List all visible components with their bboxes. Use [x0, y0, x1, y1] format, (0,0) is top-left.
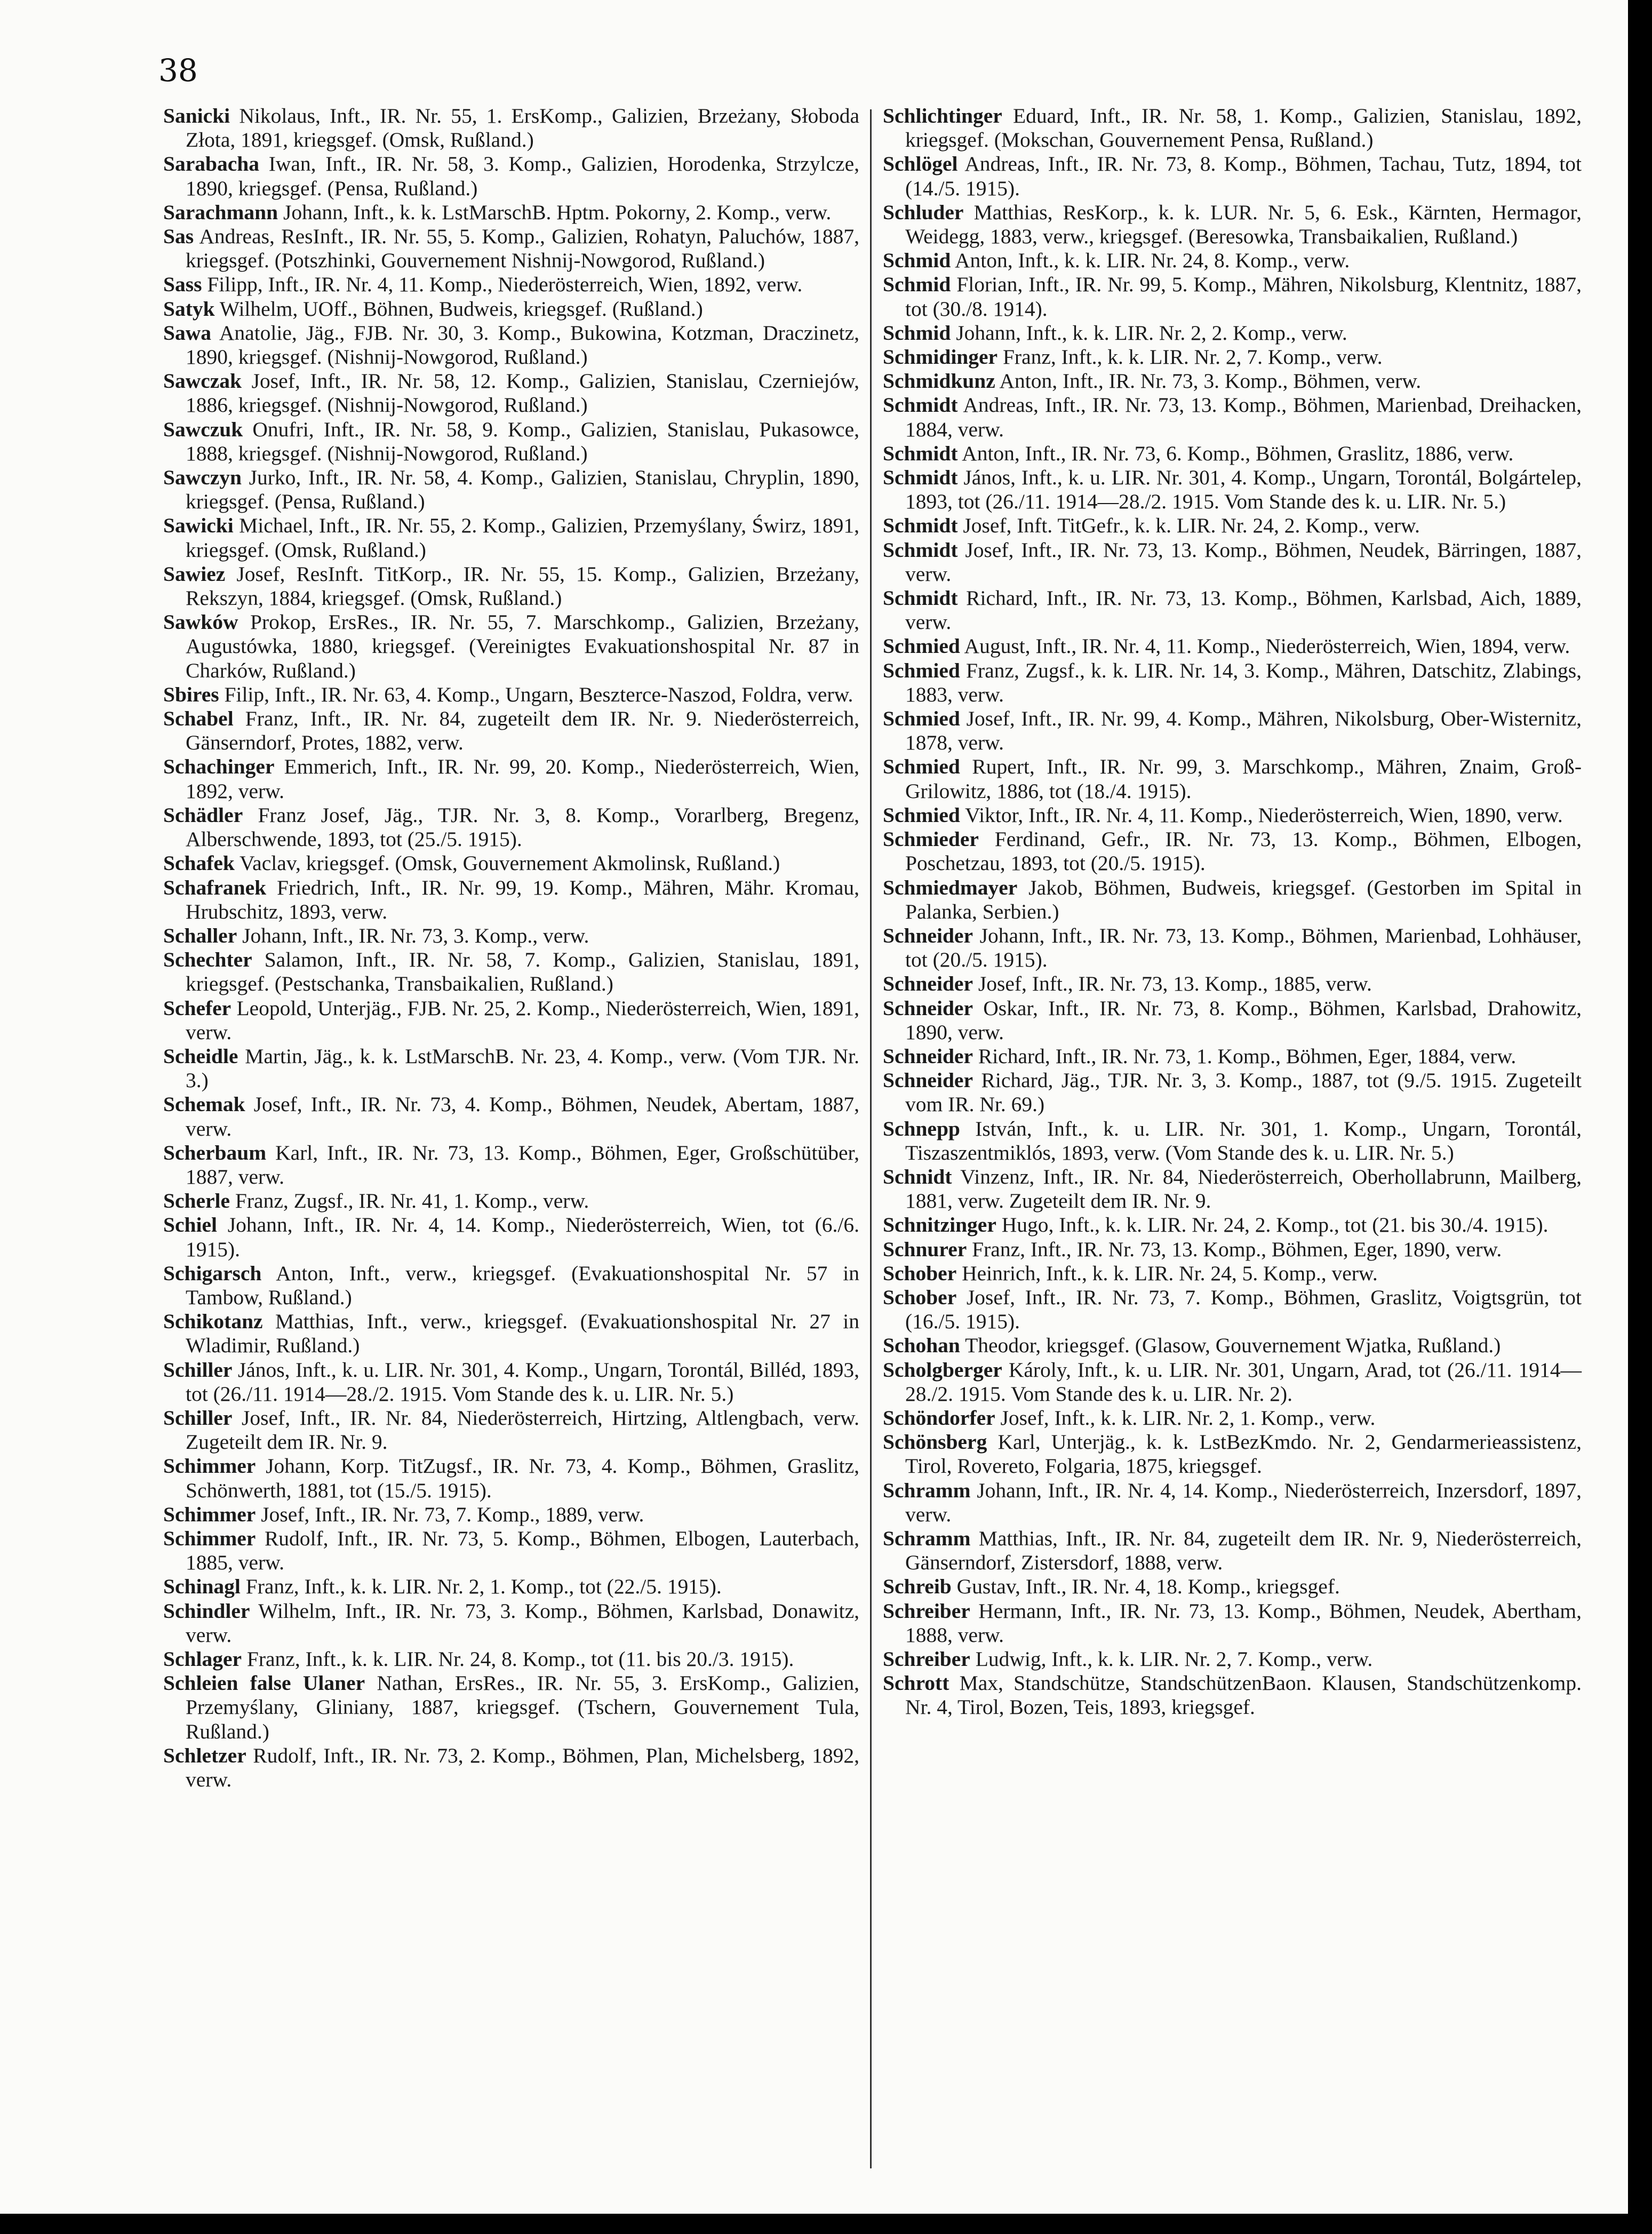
register-entry	[163, 321, 859, 369]
entry-surname: Schönsberg	[883, 1430, 987, 1454]
entry-surname: Schnitzinger	[883, 1213, 996, 1237]
entry-surname: Sarachmann	[163, 200, 278, 224]
entry-details: Vinzenz, Inft., IR. Nr. 84, Niederösterreich, Oberhollabrunn, Mailberg, 1881, verw. Zugeteilt dem IR. Nr. 9.	[905, 1164, 1582, 1213]
register-entry	[883, 803, 1582, 827]
entry-surname: Schleien false Ulaner	[163, 1671, 365, 1695]
entry-surname: Schramm	[883, 1478, 971, 1502]
entry-details: Andreas, Inft., IR. Nr. 73, 8. Komp., Böhmen, Tachau, Tutz, 1894, tot (14./5. 1915).	[905, 152, 1582, 200]
entry-surname: Schlager	[163, 1647, 242, 1671]
entry-details: Wilhelm, UOff., Böhnen, Budweis, kriegsgef. (Rußland.)	[214, 297, 703, 321]
entry-details: Josef, Inft., IR. Nr. 73, 4. Komp., Böhmen, Neudek, Abertam, 1887, verw.	[186, 1092, 859, 1140]
register-entry	[883, 466, 1582, 514]
register-entry	[883, 1213, 1582, 1237]
right-column	[883, 104, 1582, 1720]
entry-surname: Schmied	[883, 707, 960, 731]
entry-details: Iwan, Inft., IR. Nr. 58, 3. Komp., Galizien, Horodenka, Strzylcze, 1890, kriegsgef. (Pensa, Rußland.)	[186, 152, 859, 200]
entry-details: Friedrich, Inft., IR. Nr. 99, 19. Komp., Mähren, Mähr. Kromau, Hrubschitz, 1893, verw.	[186, 875, 859, 923]
entry-surname: Sbires	[163, 682, 219, 706]
entry-surname: Schädler	[163, 803, 243, 827]
entry-surname: Schletzer	[163, 1743, 246, 1767]
register-entry	[163, 201, 859, 225]
entry-surname: Sawczak	[163, 369, 242, 393]
entry-surname: Schluder	[883, 200, 964, 224]
register-entry	[163, 1358, 859, 1406]
entry-surname: Schaller	[163, 923, 237, 947]
entry-details: Michael, Inft., IR. Nr. 55, 2. Komp., Galizien, Przemyślany, Świrz, 1891, kriegsgef. (Omsk, Rußland.)	[186, 514, 859, 562]
register-entry	[883, 1262, 1582, 1286]
entry-surname: Schmidt	[883, 393, 958, 417]
entry-details: János, Inft., k. u. LIR. Nr. 301, 4. Komp., Ungarn, Torontál, Billéd, 1893, tot (26./11. 1914—28./2. 1915. Vom Stande des k. u. LIR. Nr. 5.)	[186, 1358, 859, 1406]
entry-surname: Sawicki	[163, 514, 234, 538]
entry-details: Nathan, ErsRes., IR. Nr. 55, 3. ErsKomp., Galizien, Przemyślany, Gliniany, 1887, kriegsgef. (Tschern, Gouvernement Tula, Rußland.)	[186, 1671, 860, 1743]
entry-details: Franz, Inft., k. k. LIR. Nr. 24, 8. Komp., tot (11. bis 20./3. 1915).	[242, 1647, 794, 1671]
entry-details: Martin, Jäg., k. k. LstMarschB. Nr. 23, 4. Komp., verw. (Vom TJR. Nr. 3.)	[186, 1044, 859, 1092]
entry-details: Wilhelm, Inft., IR. Nr. 73, 3. Komp., Böhmen, Karlsbad, Donawitz, verw.	[186, 1599, 859, 1647]
entry-surname: Schöndorfer	[883, 1406, 995, 1430]
register-entry	[883, 1165, 1582, 1213]
register-entry	[163, 369, 859, 417]
register-entry	[883, 249, 1582, 273]
entry-details: Max, Standschütze, StandschützenBaon. Klausen, Standschützenkomp. Nr. 4, Tirol, Bozen, Teis, 1893, kriegsgef.	[905, 1671, 1582, 1719]
entry-surname: Schmidt	[883, 466, 958, 490]
register-entry	[883, 1044, 1582, 1068]
entry-details: Franz, Zugsf., k. k. LIR. Nr. 14, 3. Komp., Mähren, Datschitz, Zlabings, 1883, verw.	[905, 658, 1582, 706]
entry-surname: Schreiber	[883, 1599, 970, 1623]
entry-details: Andreas, Inft., IR. Nr. 73, 13. Komp., Böhmen, Marienbad, Dreihacken, 1884, verw.	[905, 393, 1582, 441]
entry-surname: Schnurer	[883, 1237, 967, 1261]
entry-surname: Schrott	[883, 1671, 949, 1695]
entry-details: Karl, Inft., IR. Nr. 73, 13. Komp., Böhmen, Eger, Großschütüber, 1887, verw.	[186, 1140, 859, 1188]
entry-details: Filip, Inft., IR. Nr. 63, 4. Komp., Ungarn, Beszterce-Naszod, Foldra, verw.	[219, 682, 853, 706]
register-entry	[163, 1044, 859, 1092]
register-entry	[163, 755, 859, 803]
register-entry	[883, 538, 1582, 586]
entry-surname: Sawiez	[163, 562, 226, 586]
register-entry	[883, 152, 1582, 200]
left-column	[163, 104, 859, 1792]
entry-details: Richard, Inft., IR. Nr. 73, 13. Komp., Böhmen, Karlsbad, Aich, 1889, verw.	[905, 586, 1582, 634]
entry-surname: Schohan	[883, 1334, 960, 1358]
entry-details: Ludwig, Inft., k. k. LIR. Nr. 2, 7. Komp., verw.	[970, 1647, 1373, 1671]
entry-surname: Schneider	[883, 1044, 973, 1068]
register-entry	[883, 1430, 1582, 1478]
entry-details: Vaclav, kriegsgef. (Omsk, Gouvernement Akmolinsk, Rußland.)	[234, 851, 780, 875]
entry-surname: Sawków	[163, 610, 238, 634]
register-entry	[163, 1647, 859, 1671]
entry-details: Franz, Inft., IR. Nr. 84, zugeteilt dem IR. Nr. 9. Niederösterreich, Gänserndorf, Protes, 1882, verw.	[186, 707, 859, 755]
entry-details: Eduard, Inft., IR. Nr. 58, 1. Komp., Galizien, Stanislau, 1892, kriegsgef. (Mokschan, Gouvernement Pensa, Rußland.)	[905, 104, 1582, 152]
register-entry	[883, 755, 1582, 803]
entry-details: Johann, Inft., IR. Nr. 73, 3. Komp., verw.	[237, 923, 589, 947]
register-entry	[163, 1527, 859, 1575]
register-entry	[163, 851, 859, 875]
register-entry	[883, 514, 1582, 538]
entry-surname: Schabel	[163, 707, 234, 731]
entry-surname: Schmied	[883, 755, 960, 779]
entry-details: Jurko, Inft., IR. Nr. 58, 4. Komp., Galizien, Stanislau, Chryplin, 1890, kriegsgef. (Pensa, Rußland.)	[186, 466, 859, 514]
entry-surname: Schachinger	[163, 755, 275, 779]
register-entry	[163, 418, 859, 466]
entry-details: Johann, Inft., k. k. LstMarschB. Hptm. Pokorny, 2. Komp., verw.	[278, 200, 832, 224]
entry-surname: Scherbaum	[163, 1140, 267, 1164]
entry-surname: Schmidt	[883, 538, 958, 562]
entry-surname: Schmieder	[883, 827, 979, 851]
entry-surname: Schafek	[163, 851, 235, 875]
entry-surname: Sass	[163, 273, 202, 297]
entry-details: Rupert, Inft., IR. Nr. 99, 3. Marschkomp., Mähren, Znaim, Groß-Grilowitz, 1886, tot (18./4. 1915).	[905, 755, 1582, 803]
entry-surname: Schechter	[163, 948, 252, 972]
entry-details: Salamon, Inft., IR. Nr. 58, 7. Komp., Galizien, Stanislau, 1891, kriegsgef. (Pestschanka, Transbaikalien, Rußland.)	[186, 948, 859, 996]
register-entry	[883, 1286, 1582, 1334]
entry-surname: Schiel	[163, 1213, 217, 1237]
entry-surname: Satyk	[163, 297, 215, 321]
entry-surname: Scholgberger	[883, 1358, 1002, 1382]
register-entry	[883, 1358, 1582, 1406]
entry-details: Anton, Inft., k. k. LIR. Nr. 24, 8. Komp., verw.	[951, 249, 1350, 273]
entry-surname: Schmied	[883, 658, 960, 682]
register-entry	[883, 104, 1582, 152]
entry-surname: Schmidt	[883, 586, 958, 610]
register-entry	[163, 1213, 859, 1261]
register-entry	[883, 273, 1582, 321]
entry-details: Florian, Inft., IR. Nr. 99, 5. Komp., Mähren, Nikolsburg, Klentnitz, 1887, tot (30./8. 1914).	[905, 273, 1582, 321]
entry-details: Franz, Zugsf., IR. Nr. 41, 1. Komp., verw.	[230, 1189, 589, 1213]
entry-details: Karl, Unterjäg., k. k. LstBezKmdo. Nr. 2, Gendarmerieassistenz, Tirol, Rovereto, Folgaria, 1875, kriegsgef.	[905, 1430, 1582, 1478]
register-entry	[163, 1406, 859, 1454]
page-number: 38	[158, 52, 198, 89]
entry-surname: Schreiber	[883, 1647, 970, 1671]
entry-details: Franz, Inft., k. k. LIR. Nr. 2, 7. Komp., verw.	[997, 345, 1383, 369]
entry-details: Josef, Inft., IR. Nr. 58, 12. Komp., Galizien, Stanislau, Czerniejów, 1886, kriegsgef. (Nishnij-Nowgorod, Rußland.)	[186, 369, 859, 417]
entry-surname: Schinagl	[163, 1575, 241, 1599]
register-entry	[883, 1575, 1582, 1599]
entry-surname: Schmiedmayer	[883, 875, 1018, 899]
register-entry	[163, 1503, 859, 1527]
entry-details: Johann, Inft., IR. Nr. 4, 14. Komp., Niederösterreich, Wien, tot (6./6. 1915).	[186, 1213, 859, 1261]
entry-surname: Schneider	[883, 972, 973, 996]
register-entry	[883, 707, 1582, 755]
register-entry	[163, 1092, 859, 1140]
entry-details: Johann, Inft., IR. Nr. 73, 13. Komp., Böhmen, Marienbad, Lohhäuser, tot (20./5. 1915).	[905, 923, 1582, 972]
entry-details: Prokop, ErsRes., IR. Nr. 55, 7. Marschkomp., Galizien, Brzeżany, Augustówka, 1880, kriegsgef. (Vereinigtes Evakuationshospital Nr. 87 in Charków, Rußland.)	[186, 610, 859, 682]
register-entry	[163, 104, 859, 152]
entry-surname: Schmidinger	[883, 345, 998, 369]
entry-details: Franz, Inft., IR. Nr. 73, 13. Komp., Böhmen, Eger, 1890, verw.	[967, 1237, 1502, 1261]
entry-surname: Schlögel	[883, 152, 958, 176]
register-entry	[163, 876, 859, 924]
register-entry	[883, 1238, 1582, 1262]
entry-surname: Schlichtinger	[883, 104, 1002, 127]
entry-details: Rudolf, Inft., IR. Nr. 73, 2. Komp., Böhmen, Plan, Michelsberg, 1892, verw.	[186, 1743, 859, 1792]
register-entry	[883, 996, 1582, 1044]
register-entry	[163, 152, 859, 200]
entry-details: Josef, Inft., IR. Nr. 73, 13. Komp., Böhmen, Neudek, Bärringen, 1887, verw.	[905, 538, 1582, 586]
entry-details: Johann, Inft., IR. Nr. 4, 14. Komp., Niederösterreich, Inzersdorf, 1897, verw.	[905, 1478, 1582, 1526]
entry-surname: Sas	[163, 225, 194, 249]
entry-details: Hermann, Inft., IR. Nr. 73, 13. Komp., Böhmen, Neudek, Abertham, 1888, verw.	[905, 1599, 1582, 1647]
entry-surname: Schnidt	[883, 1164, 952, 1188]
entry-details: Theodor, kriegsgef. (Glasow, Gouvernement Wjatka, Rußland.)	[960, 1334, 1501, 1358]
register-entry	[163, 1454, 859, 1502]
entry-details: Heinrich, Inft., k. k. LIR. Nr. 24, 5. Komp., verw.	[956, 1261, 1378, 1285]
entry-details: Filipp, Inft., IR. Nr. 4, 11. Komp., Niederösterreich, Wien, 1892, verw.	[202, 273, 803, 297]
entry-details: Viktor, Inft., IR. Nr. 4, 11. Komp., Niederösterreich, Wien, 1890, verw.	[960, 803, 1563, 827]
register-entry	[883, 1479, 1582, 1527]
register-entry	[883, 442, 1582, 466]
register-entry	[163, 297, 859, 321]
entry-details: Franz, Inft., k. k. LIR. Nr. 2, 1. Komp., tot (22./5. 1915).	[240, 1575, 722, 1599]
register-entry	[883, 827, 1582, 875]
entry-details: Ferdinand, Gefr., IR. Nr. 73, 13. Komp., Böhmen, Elbogen, Poschetzau, 1893, tot (20./5. 1915).	[905, 827, 1582, 875]
register-entry	[163, 1310, 859, 1358]
entry-surname: Schramm	[883, 1526, 971, 1550]
entry-surname: Schiller	[163, 1406, 233, 1430]
entry-details: Károly, Inft., k. u. LIR. Nr. 301, Ungarn, Arad, tot (26./11. 1914—28./2. 1915. Vom Stande des k. u. LIR. Nr. 2).	[905, 1358, 1582, 1406]
register-entry	[163, 610, 859, 683]
entry-surname: Schefer	[163, 996, 232, 1020]
register-entry	[163, 225, 859, 273]
register-entry	[883, 634, 1582, 658]
entry-details: Josef, Inft., IR. Nr. 73, 7. Komp., 1889, verw.	[256, 1502, 644, 1526]
entry-surname: Schikotanz	[163, 1310, 263, 1334]
entry-details: Matthias, ResKorp., k. k. LUR. Nr. 5, 6. Esk., Kärnten, Hermagor, Weidegg, 1883, verw., kriegsgef. (Beresowka, Transbaikalien, Rußland.)	[905, 200, 1582, 249]
column-divider	[870, 109, 872, 2168]
register-entry	[883, 369, 1582, 393]
register-entry	[883, 1068, 1582, 1116]
register-entry	[883, 201, 1582, 249]
entry-surname: Schober	[883, 1285, 957, 1309]
entry-details: Josef, Inft., k. k. LIR. Nr. 2, 1. Komp., verw.	[995, 1406, 1376, 1430]
entry-surname: Schnepp	[883, 1116, 960, 1140]
entry-surname: Schmidt	[883, 441, 958, 465]
register-entry	[163, 562, 859, 610]
register-entry	[883, 393, 1582, 441]
entry-surname: Sarabacha	[163, 152, 259, 176]
entry-details: Anatolie, Jäg., FJB. Nr. 30, 3. Komp., Bukowina, Kotzman, Draczinetz, 1890, kriegsgef. (Nishnij-Nowgorod, Rußland.)	[186, 321, 859, 369]
entry-surname: Sanicki	[163, 104, 230, 127]
register-entry	[163, 514, 859, 562]
entry-details: Anton, Inft., IR. Nr. 73, 3. Komp., Böhmen, verw.	[995, 369, 1422, 393]
entry-details: Emmerich, Inft., IR. Nr. 99, 20. Komp., Niederösterreich, Wien, 1892, verw.	[186, 755, 859, 803]
entry-details: Leopold, Unterjäg., FJB. Nr. 25, 2. Komp., Niederösterreich, Wien, 1891, verw.	[186, 996, 859, 1044]
entry-details: Franz Josef, Jäg., TJR. Nr. 3, 8. Komp., Vorarlberg, Bregenz, Alberschwende, 1893, tot (25./5. 1915).	[186, 803, 859, 851]
entry-surname: Schigarsch	[163, 1261, 262, 1285]
entry-details: Matthias, Inft., IR. Nr. 84, zugeteilt dem IR. Nr. 9, Niederösterreich, Gänserndorf, Zistersdorf, 1888, verw.	[905, 1526, 1582, 1575]
entry-details: Hugo, Inft., k. k. LIR. Nr. 24, 2. Komp., tot (21. bis 30./4. 1915).	[996, 1213, 1549, 1237]
entry-details: István, Inft., k. u. LIR. Nr. 301, 1. Komp., Ungarn, Torontál, Tiszaszentmiklós, 1893, verw. (Vom Stande des k. u. LIR. Nr. 5.)	[905, 1116, 1582, 1164]
entry-details: Nikolaus, Inft., IR. Nr. 55, 1. ErsKomp., Galizien, Brzeżany, Słoboda Złota, 1891, kriegsgef. (Omsk, Rußland.)	[186, 104, 859, 152]
entry-details: Oskar, Inft., IR. Nr. 73, 8. Komp., Böhmen, Karlsbad, Drahowitz, 1890, verw.	[905, 996, 1582, 1044]
register-entry	[883, 321, 1582, 345]
entry-details: Onufri, Inft., IR. Nr. 58, 9. Komp., Galizien, Stanislau, Pukasowce, 1888, kriegsgef. (Nishnij-Nowgorod, Rußland.)	[186, 417, 859, 465]
register-entry	[163, 803, 859, 851]
entry-details: Richard, Inft., IR. Nr. 73, 1. Komp., Böhmen, Eger, 1884, verw.	[972, 1044, 1517, 1068]
entry-details: Josef, Inft., IR. Nr. 73, 13. Komp., 1885, verw.	[972, 972, 1372, 996]
entry-surname: Schneider	[883, 1068, 973, 1092]
entry-details: Anton, Inft., IR. Nr. 73, 6. Komp., Böhmen, Graslitz, 1886, verw.	[957, 441, 1514, 465]
register-entry	[883, 1599, 1582, 1647]
entry-details: Johann, Korp. TitZugsf., IR. Nr. 73, 4. Komp., Böhmen, Graslitz, Schönwerth, 1881, tot (15./5. 1915).	[186, 1454, 859, 1502]
register-entry	[883, 1334, 1582, 1358]
entry-surname: Schmid	[883, 249, 951, 273]
entry-surname: Schemak	[163, 1092, 245, 1116]
entry-details: Josef, Inft., IR. Nr. 99, 4. Komp., Mähren, Nikolsburg, Ober-Wisternitz, 1878, verw.	[905, 707, 1582, 755]
entry-details: Matthias, Inft., verw., kriegsgef. (Evakuationshospital Nr. 27 in Wladimir, Rußland.)	[186, 1310, 859, 1358]
entry-surname: Schreib	[883, 1575, 952, 1599]
register-entry	[883, 1406, 1582, 1430]
entry-surname: Sawczuk	[163, 417, 243, 441]
register-entry	[163, 1189, 859, 1213]
register-entry	[163, 1262, 859, 1310]
entry-surname: Schneider	[883, 996, 973, 1020]
entry-details: Josef, Inft., IR. Nr. 84, Niederösterreich, Hirtzing, Altlengbach, verw. Zugeteilt dem IR. Nr. 9.	[186, 1406, 859, 1454]
register-entry	[163, 466, 859, 514]
entry-details: Anton, Inft., verw., kriegsgef. (Evakuationshospital Nr. 57 in Tambow, Rußland.)	[186, 1261, 859, 1309]
entry-surname: Schmidt	[883, 514, 958, 538]
register-entry	[163, 1575, 859, 1599]
register-entry	[163, 1744, 859, 1792]
register-entry	[883, 659, 1582, 707]
register-entry	[883, 876, 1582, 924]
entry-details: Gustav, Inft., IR. Nr. 4, 18. Komp., kriegsgef.	[951, 1575, 1340, 1599]
entry-details: Josef, Inft. TitGefr., k. k. LIR. Nr. 24, 2. Komp., verw.	[957, 514, 1420, 538]
register-entry	[163, 924, 859, 948]
register-entry	[163, 683, 859, 707]
entry-surname: Schmid	[883, 273, 951, 297]
register-entry	[883, 972, 1582, 996]
register-entry	[883, 1671, 1582, 1719]
register-entry	[883, 1117, 1582, 1165]
entry-surname: Schober	[883, 1261, 957, 1285]
entry-surname: Schimmer	[163, 1454, 256, 1478]
entry-details: August, Inft., IR. Nr. 4, 11. Komp., Niederösterreich, Wien, 1894, verw.	[960, 634, 1570, 658]
entry-surname: Schneider	[883, 923, 973, 947]
entry-surname: Schmidkunz	[883, 369, 995, 393]
entry-surname: Schindler	[163, 1599, 250, 1623]
register-entry	[163, 948, 859, 996]
entry-details: Rudolf, Inft., IR. Nr. 73, 5. Komp., Böhmen, Elbogen, Lauterbach, 1885, verw.	[186, 1526, 859, 1575]
register-entry	[163, 1671, 859, 1744]
entry-surname: Sawa	[163, 321, 211, 345]
entry-surname: Schmied	[883, 634, 960, 658]
entry-surname: Schimmer	[163, 1502, 256, 1526]
register-entry	[883, 345, 1582, 369]
register-entry	[163, 707, 859, 755]
entry-details: János, Inft., k. u. LIR. Nr. 301, 4. Komp., Ungarn, Torontál, Bolgártelep, 1893, tot (26./11. 1914—28./2. 1915. Vom Stande des k. u. LIR. Nr. 5.)	[905, 466, 1582, 514]
entry-details: Jakob, Böhmen, Budweis, kriegsgef. (Gestorben im Spital in Palanka, Serbien.)	[905, 875, 1582, 923]
entry-surname: Schmied	[883, 803, 960, 827]
register-entry	[163, 273, 859, 297]
entry-surname: Schimmer	[163, 1526, 256, 1550]
entry-details: Richard, Jäg., TJR. Nr. 3, 3. Komp., 1887, tot (9./5. 1915. Zugeteilt vom IR. Nr. 69.)	[905, 1068, 1582, 1116]
entry-surname: Sawczyn	[163, 466, 242, 490]
register-entry	[163, 1599, 859, 1647]
entry-details: Josef, ResInft. TitKorp., IR. Nr. 55, 15. Komp., Galizien, Brzeżany, Rekszyn, 1884, kriegsgef. (Omsk, Rußland.)	[186, 562, 859, 610]
entry-details: Johann, Inft., k. k. LIR. Nr. 2, 2. Komp., verw.	[951, 321, 1347, 345]
entry-surname: Schafranek	[163, 875, 267, 899]
register-entry	[883, 924, 1582, 972]
entry-surname: Schiller	[163, 1358, 233, 1382]
register-entry	[163, 996, 859, 1044]
entry-details: Andreas, ResInft., IR. Nr. 55, 5. Komp., Galizien, Rohatyn, Paluchów, 1887, kriegsgef. (Potszhinki, Gouvernement Nishnij-Nowgorod, Rußland.)	[186, 225, 859, 273]
entry-surname: Schmid	[883, 321, 951, 345]
entry-surname: Scherle	[163, 1189, 230, 1213]
register-entry	[883, 1527, 1582, 1575]
register-entry	[163, 1141, 859, 1189]
register-entry	[883, 586, 1582, 634]
entry-surname: Scheidle	[163, 1044, 238, 1068]
entry-details: Josef, Inft., IR. Nr. 73, 7. Komp., Böhmen, Graslitz, Voigtsgrün, tot (16./5. 1915).	[905, 1285, 1582, 1334]
register-entry	[883, 1647, 1582, 1671]
